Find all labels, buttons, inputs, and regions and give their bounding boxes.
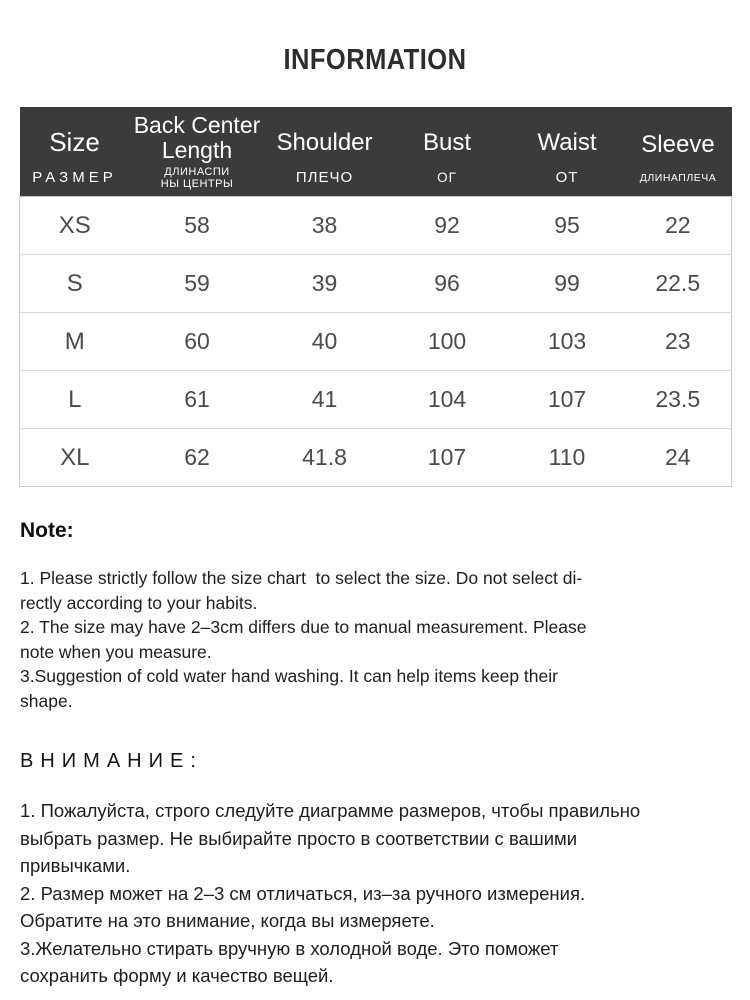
note-lines-en <box>20 566 730 713</box>
note-line: 1. Пожалуйста, строго следуйте диаграмме размеров, чтобы правильно <box>20 800 641 821</box>
table-row <box>20 197 732 255</box>
col-size-ru: РАЗМЕР <box>32 169 117 186</box>
note-line: rectly according to your habits. <box>20 592 258 613</box>
note-line: 2. The size may have 2–3cm differs due to manual measurement. Please <box>20 617 587 637</box>
notes-section <box>20 519 730 990</box>
col-bcl-en-line2: Length <box>161 137 233 163</box>
note-line: note when you measure. <box>20 641 212 662</box>
table-row <box>20 429 732 487</box>
note-line: сохранить форму и качество вещей. <box>20 965 334 986</box>
value-cell: 107 <box>510 371 625 429</box>
note-line: shape. <box>20 690 73 711</box>
col-bcl-en-line1: Back Center <box>133 112 261 138</box>
col-shoulder-en: Shoulder <box>276 128 373 156</box>
size-cell: L <box>20 371 130 429</box>
value-cell: 95 <box>554 212 580 238</box>
value-cell: 41.8 <box>265 429 385 487</box>
size-cell: S <box>20 255 130 313</box>
note-lines-ru <box>20 797 730 990</box>
col-size-en: Size <box>49 126 100 157</box>
col-sleeve-en: Sleeve <box>641 130 715 158</box>
value-cell: 41 <box>265 371 385 429</box>
col-bust-en: Bust <box>422 128 472 156</box>
value-cell: 92 <box>434 212 460 238</box>
table-row <box>20 255 732 313</box>
col-bcl-ru-line2: НЫ ЦЕНТРЫ <box>160 178 234 190</box>
col-waist-en: Waist <box>537 128 597 156</box>
value-cell: 62 <box>130 429 265 487</box>
value-cell: 99 <box>510 255 625 313</box>
col-header-back-center-length <box>130 107 265 197</box>
col-bcl-ru-line1: ДЛИНАСПИ <box>164 166 230 178</box>
value-cell: 40 <box>265 313 385 371</box>
note-line: 2. Размер может на 2–3 см отличаться, из–за ручного измерения. <box>20 882 586 904</box>
size-chart-table <box>19 107 732 487</box>
note-line: 1. Please strictly follow the size chart to select the size. Do not select di- <box>20 568 583 588</box>
note-line: 3.Желательно стирать вручную в холодной воде. Это поможет <box>20 937 559 959</box>
value-cell: 110 <box>510 429 625 487</box>
value-cell: 107 <box>385 429 510 487</box>
col-header-shoulder <box>265 107 385 197</box>
col-header-sleeve <box>625 107 732 197</box>
value-cell: 104 <box>385 371 510 429</box>
table-row <box>20 313 732 371</box>
size-cell: XS <box>58 211 91 239</box>
note-heading-ru: ВНИМАНИЕ: <box>20 750 203 772</box>
note-line: выбрать размер. Не выбирайте просто в соответствии с вашими <box>20 827 578 849</box>
size-cell: M <box>20 313 130 371</box>
value-cell: 38 <box>311 212 338 238</box>
col-sleeve-ru: ДЛИНАПЛЕЧА <box>639 172 717 184</box>
size-chart-header <box>20 107 732 197</box>
note-heading-en: Note: <box>20 519 74 542</box>
value-cell: 23.5 <box>625 371 732 429</box>
note-line: 3.Suggestion of cold water hand washing. It can help items keep their <box>20 666 558 686</box>
col-header-size <box>20 107 130 197</box>
col-header-bust <box>385 107 510 197</box>
note-line: привычками. <box>20 855 131 876</box>
value-cell: 22 <box>664 212 691 238</box>
value-cell: 96 <box>385 255 510 313</box>
col-header-waist <box>510 107 625 197</box>
page-title-text: INFORMATION <box>283 44 467 76</box>
value-cell: 39 <box>265 255 385 313</box>
value-cell: 103 <box>510 313 625 371</box>
value-cell: 100 <box>385 313 510 371</box>
value-cell: 58 <box>184 212 210 238</box>
value-cell: 24 <box>625 429 732 487</box>
page-title <box>0 0 750 77</box>
col-shoulder-ru: ПЛЕЧО <box>295 169 354 186</box>
header-row <box>20 107 732 197</box>
value-cell: 59 <box>130 255 265 313</box>
size-cell: XL <box>20 429 130 487</box>
col-bust-ru: ОГ <box>437 170 457 185</box>
note-line: Обратите на это внимание, когда вы измеряете. <box>20 910 435 931</box>
col-waist-ru: ОТ <box>555 169 579 186</box>
size-chart-body <box>20 197 732 487</box>
value-cell: 60 <box>130 313 265 371</box>
table-row <box>20 371 732 429</box>
value-cell: 22.5 <box>625 255 732 313</box>
value-cell: 61 <box>130 371 265 429</box>
value-cell: 23 <box>625 313 732 371</box>
